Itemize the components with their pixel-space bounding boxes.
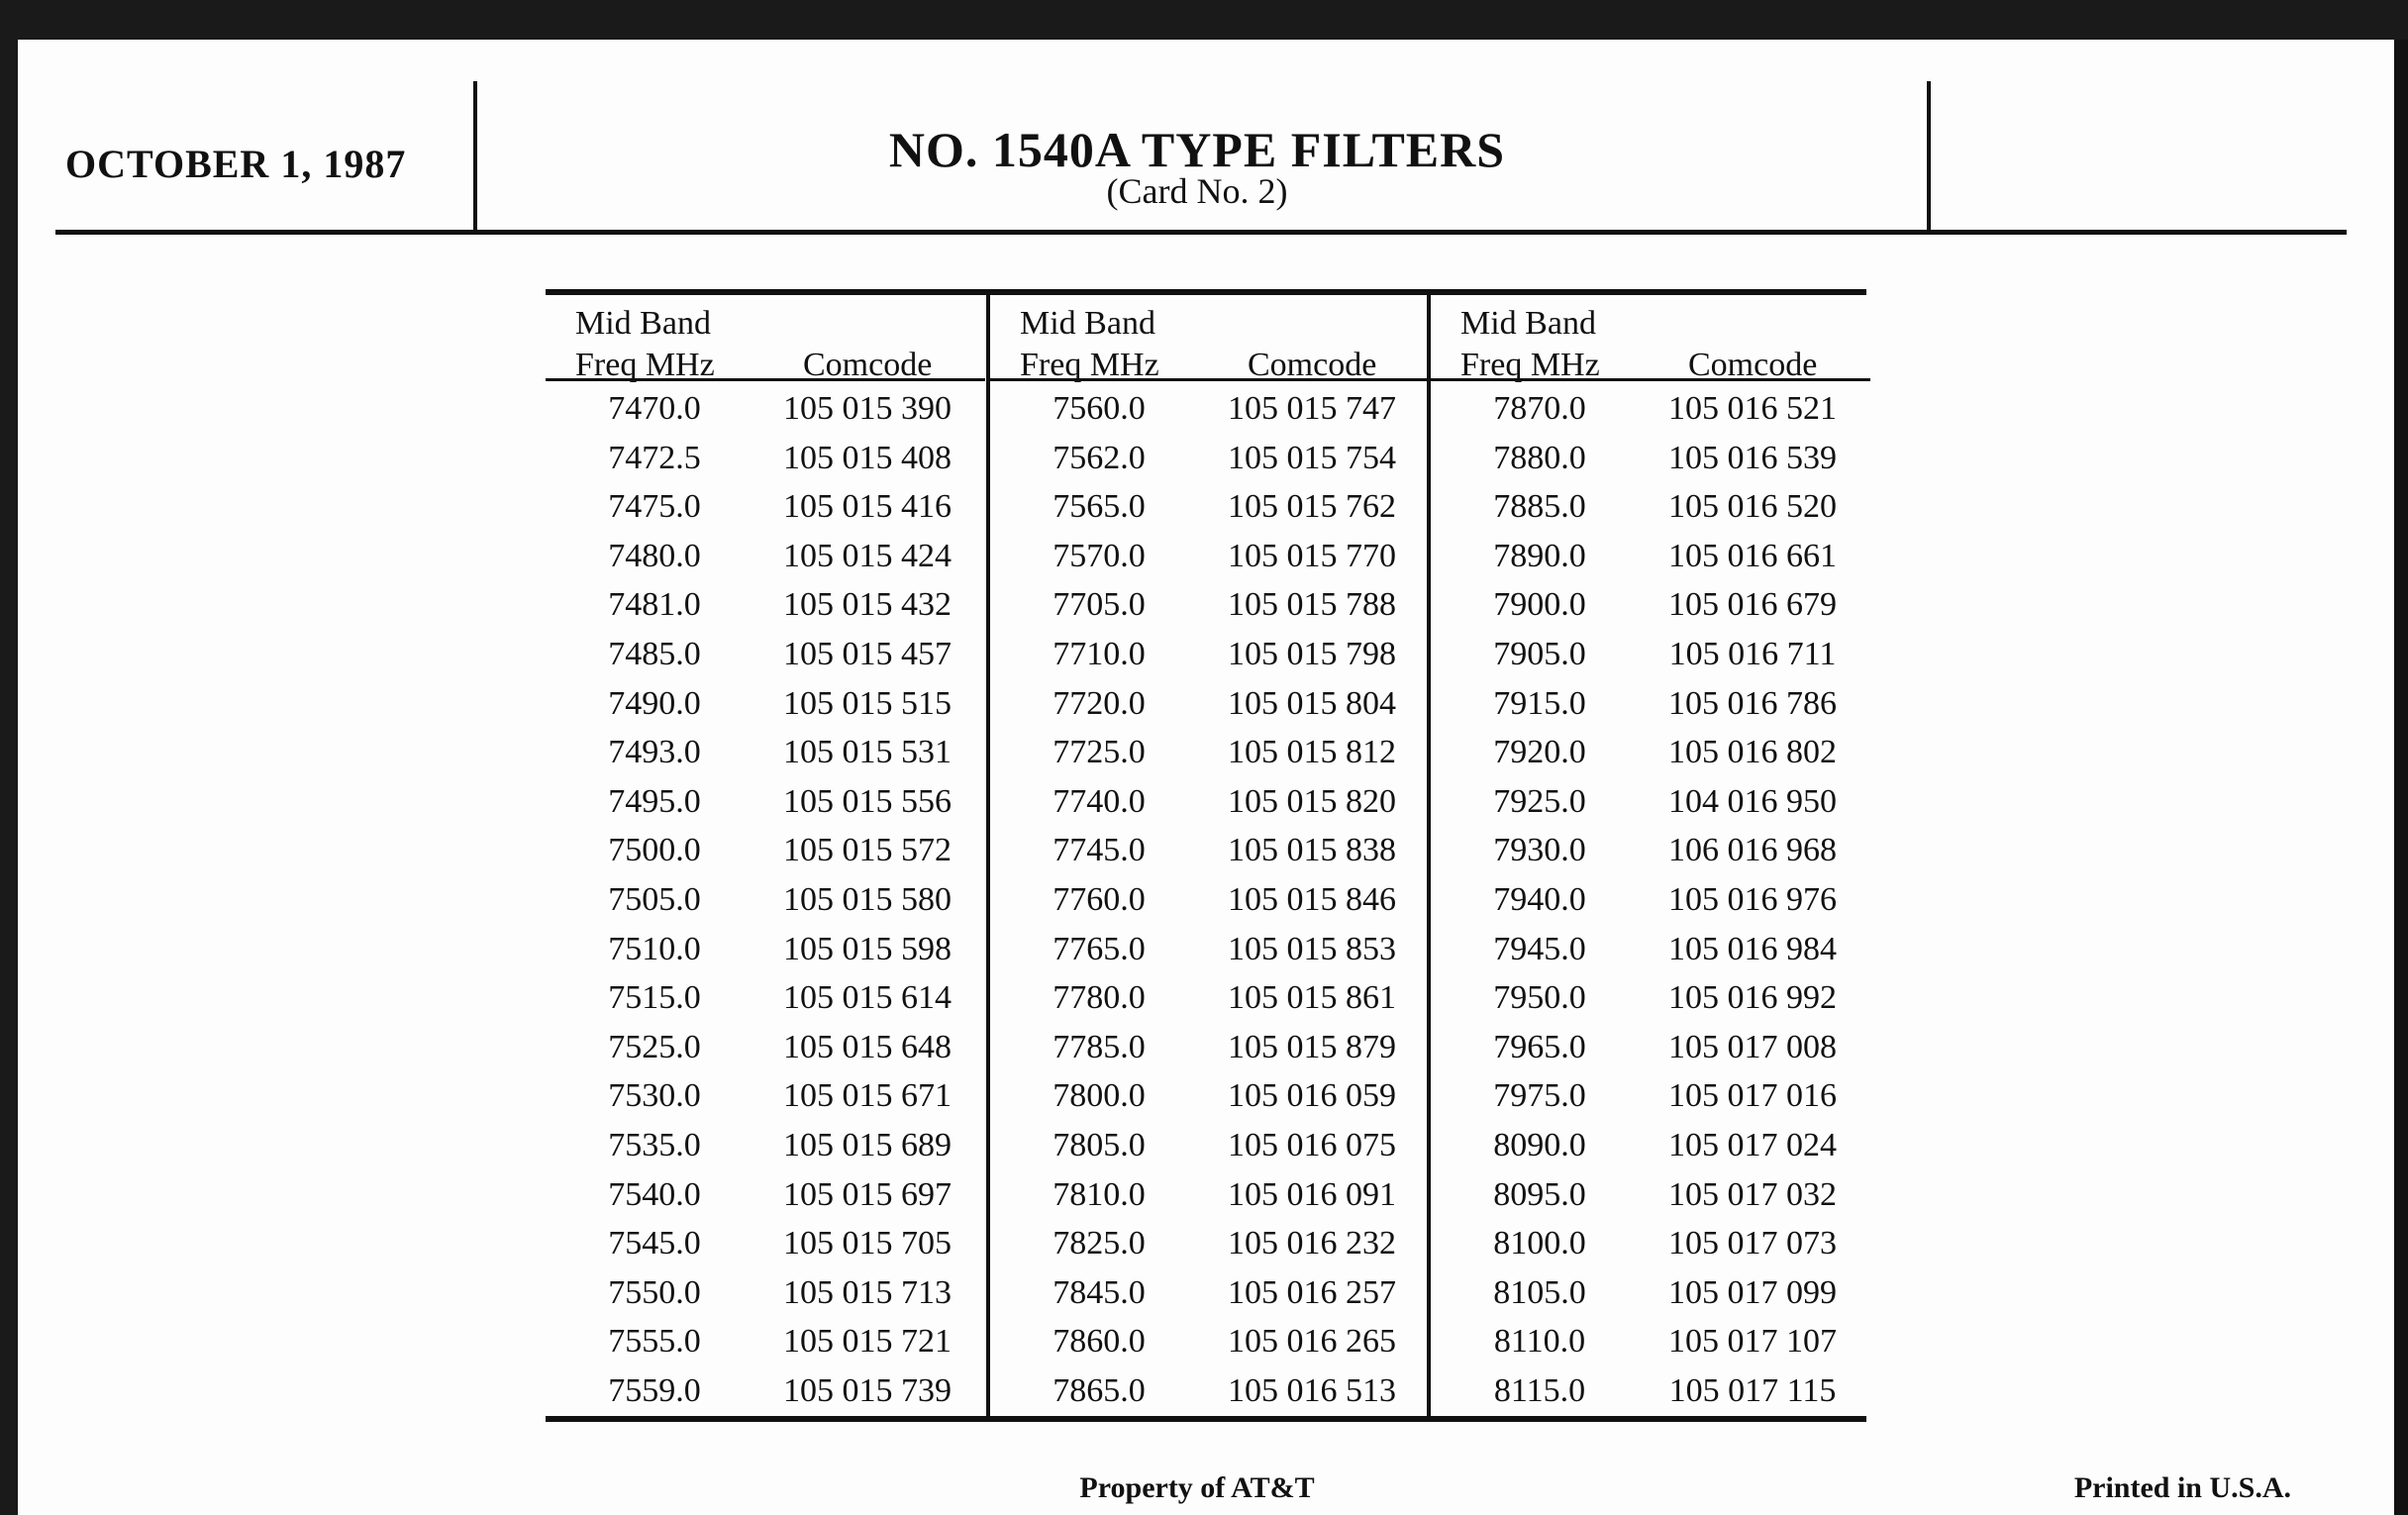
freq-cell: 7570.0	[1053, 537, 1146, 574]
freq-cell: 7480.0	[608, 537, 701, 574]
comcode-cell: 105 016 786	[1668, 684, 1837, 722]
table-row	[546, 931, 985, 980]
comcode-cell: 105 016 232	[1228, 1225, 1396, 1262]
freq-cell: 8110.0	[1493, 1323, 1586, 1361]
comcode-cell: 105 015 804	[1228, 684, 1396, 722]
comcode-cell: 105 015 705	[783, 1225, 952, 1262]
comcode-cell: 105 015 408	[783, 439, 952, 476]
comcode-cell: 105 015 721	[783, 1323, 952, 1361]
column-header	[546, 295, 985, 381]
table-row	[1431, 390, 1870, 440]
comcode-cell: 105 015 648	[783, 1028, 952, 1065]
comcode-cell: 105 015 739	[783, 1371, 952, 1409]
freq-cell: 7490.0	[608, 684, 701, 722]
table-row	[990, 538, 1430, 587]
comcode-cell: 105 016 513	[1228, 1371, 1396, 1409]
table-row	[990, 685, 1430, 735]
freq-cell: 7525.0	[608, 1028, 701, 1065]
table-row	[546, 636, 985, 685]
table-column-group	[1427, 295, 1870, 1416]
table-row	[546, 685, 985, 735]
comcode-cell: 105 017 032	[1668, 1175, 1837, 1213]
table-row	[546, 979, 985, 1029]
freq-cell: 7720.0	[1053, 684, 1146, 722]
freq-cell: 7865.0	[1053, 1371, 1146, 1409]
freq-header-line1: Mid Band	[1460, 305, 1596, 342]
card-edge	[2394, 40, 2408, 1515]
table-row	[990, 1127, 1430, 1176]
freq-cell: 7495.0	[608, 782, 701, 820]
comcode-header: Comcode	[803, 347, 933, 383]
table-row	[1431, 931, 1870, 980]
comcode-cell: 105 015 515	[783, 684, 952, 722]
freq-cell: 8100.0	[1493, 1225, 1586, 1262]
property-notice: Property of AT&T	[1079, 1471, 1315, 1504]
table-row	[546, 390, 985, 440]
comcode-cell: 105 015 846	[1228, 880, 1396, 918]
table-row	[990, 488, 1430, 538]
comcode-cell: 105 016 976	[1668, 880, 1837, 918]
freq-cell: 7945.0	[1493, 930, 1586, 967]
table-row	[546, 1127, 985, 1176]
table-row	[1431, 440, 1870, 489]
freq-cell: 7505.0	[608, 880, 701, 918]
table-row	[990, 636, 1430, 685]
freq-cell: 7915.0	[1493, 684, 1586, 722]
comcode-cell: 105 017 073	[1668, 1225, 1837, 1262]
freq-cell: 7940.0	[1493, 880, 1586, 918]
comcode-cell: 105 017 115	[1668, 1371, 1837, 1409]
table-row	[1431, 1372, 1870, 1422]
freq-header	[575, 303, 715, 386]
freq-cell: 7475.0	[608, 488, 701, 526]
comcode-cell: 105 015 531	[783, 734, 952, 771]
freq-cell: 7925.0	[1493, 782, 1586, 820]
comcode-cell: 105 016 520	[1668, 488, 1837, 526]
table-row	[1431, 1077, 1870, 1127]
freq-cell: 7760.0	[1053, 880, 1146, 918]
freq-cell: 7805.0	[1053, 1126, 1146, 1163]
comcode-header: Comcode	[1248, 347, 1377, 383]
table-row	[990, 1029, 1430, 1078]
freq-cell: 7860.0	[1053, 1323, 1146, 1361]
freq-cell: 7510.0	[608, 930, 701, 967]
comcode-cell: 105 017 016	[1668, 1077, 1837, 1115]
comcode-cell: 105 015 580	[783, 880, 952, 918]
comcode-cell: 105 016 521	[1668, 390, 1837, 427]
freq-cell: 7740.0	[1053, 782, 1146, 820]
card-date: OCTOBER 1, 1987	[65, 142, 407, 186]
freq-cell: 7745.0	[1053, 832, 1146, 869]
freq-cell: 7472.5	[608, 439, 701, 476]
table-row	[546, 734, 985, 783]
table-row	[546, 783, 985, 833]
freq-cell: 7825.0	[1053, 1225, 1146, 1262]
table-row	[990, 783, 1430, 833]
table-row	[546, 488, 985, 538]
freq-cell: 7565.0	[1053, 488, 1146, 526]
table-row	[546, 1029, 985, 1078]
table-row	[546, 1176, 985, 1226]
freq-cell: 7890.0	[1493, 537, 1586, 574]
comcode-cell: 105 017 107	[1668, 1323, 1837, 1361]
comcode-cell: 105 016 059	[1228, 1077, 1396, 1115]
comcode-cell: 105 015 457	[783, 635, 952, 672]
header-rule	[55, 230, 2347, 235]
table-row	[1431, 1029, 1870, 1078]
freq-cell: 7785.0	[1053, 1028, 1146, 1065]
freq-cell: 8095.0	[1493, 1175, 1586, 1213]
table-column-group	[546, 295, 985, 1416]
freq-header-line2: Freq MHz	[1460, 347, 1600, 383]
comcode-cell: 105 015 713	[783, 1273, 952, 1311]
comcode-cell: 105 016 265	[1228, 1323, 1396, 1361]
comcode-cell: 105 016 679	[1668, 586, 1837, 624]
table-row	[1431, 734, 1870, 783]
table-row	[546, 881, 985, 931]
comcode-cell: 105 015 697	[783, 1175, 952, 1213]
comcode-cell: 105 015 762	[1228, 488, 1396, 526]
freq-cell: 7965.0	[1493, 1028, 1586, 1065]
comcode-cell: 105 015 671	[783, 1077, 952, 1115]
freq-cell: 7930.0	[1493, 832, 1586, 869]
table-row	[1431, 783, 1870, 833]
freq-cell: 8090.0	[1493, 1126, 1586, 1163]
comcode-cell: 105 017 024	[1668, 1126, 1837, 1163]
comcode-cell: 105 015 838	[1228, 832, 1396, 869]
freq-cell: 7530.0	[608, 1077, 701, 1115]
table-row	[990, 1176, 1430, 1226]
freq-cell: 7493.0	[608, 734, 701, 771]
comcode-cell: 105 015 812	[1228, 734, 1396, 771]
comcode-cell: 105 016 091	[1228, 1175, 1396, 1213]
table-row	[1431, 636, 1870, 685]
freq-cell: 8115.0	[1493, 1371, 1586, 1409]
card-title: NO. 1540A TYPE FILTERS	[888, 122, 1506, 177]
comcode-cell: 105 015 861	[1228, 979, 1396, 1017]
freq-cell: 7485.0	[608, 635, 701, 672]
card-subtitle: (Card No. 2)	[1106, 171, 1288, 211]
table-row	[546, 1323, 985, 1372]
column-header	[1431, 295, 1870, 381]
freq-cell: 7880.0	[1493, 439, 1586, 476]
freq-header-line1: Mid Band	[575, 305, 711, 342]
freq-cell: 7870.0	[1493, 390, 1586, 427]
freq-header-line2: Freq MHz	[1020, 347, 1159, 383]
freq-cell: 7555.0	[608, 1323, 701, 1361]
comcode-cell: 105 015 424	[783, 537, 952, 574]
freq-cell: 7950.0	[1493, 979, 1586, 1017]
table-column-group	[986, 295, 1430, 1416]
table-row	[1431, 979, 1870, 1029]
comcode-cell: 105 015 754	[1228, 439, 1396, 476]
table-row	[990, 1372, 1430, 1422]
freq-cell: 7845.0	[1053, 1273, 1146, 1311]
comcode-cell: 105 016 257	[1228, 1273, 1396, 1311]
table-row	[546, 538, 985, 587]
table-row	[990, 1323, 1430, 1372]
freq-cell: 7780.0	[1053, 979, 1146, 1017]
freq-cell: 7765.0	[1053, 930, 1146, 967]
table-row	[546, 832, 985, 881]
table-row	[990, 1274, 1430, 1324]
freq-cell: 7885.0	[1493, 488, 1586, 526]
table-row	[546, 1372, 985, 1422]
comcode-cell: 105 016 802	[1668, 734, 1837, 771]
comcode-cell: 105 015 390	[783, 390, 952, 427]
table-row	[990, 734, 1430, 783]
table-row	[990, 832, 1430, 881]
table-row	[1431, 1127, 1870, 1176]
table-row	[1431, 586, 1870, 636]
freq-cell: 7705.0	[1053, 586, 1146, 624]
freq-cell: 7470.0	[608, 390, 701, 427]
table-row	[546, 1274, 985, 1324]
table-row	[1431, 1225, 1870, 1274]
freq-header-line1: Mid Band	[1020, 305, 1155, 342]
comcode-cell: 105 017 008	[1668, 1028, 1837, 1065]
freq-cell: 7535.0	[608, 1126, 701, 1163]
freq-header-line2: Freq MHz	[575, 347, 715, 383]
comcode-cell: 105 015 820	[1228, 782, 1396, 820]
freq-cell: 7920.0	[1493, 734, 1586, 771]
table-row	[1431, 538, 1870, 587]
freq-cell: 7800.0	[1053, 1077, 1146, 1115]
comcode-cell: 105 015 432	[783, 586, 952, 624]
comcode-cell: 105 016 992	[1668, 979, 1837, 1017]
freq-cell: 7710.0	[1053, 635, 1146, 672]
table-row	[990, 979, 1430, 1029]
comcode-cell: 105 015 598	[783, 930, 952, 967]
table-row	[990, 931, 1430, 980]
comcode-cell: 105 015 770	[1228, 537, 1396, 574]
freq-cell: 7562.0	[1053, 439, 1146, 476]
freq-cell: 7560.0	[1053, 390, 1146, 427]
table-row	[990, 1225, 1430, 1274]
comcode-cell: 105 015 689	[783, 1126, 952, 1163]
comcode-cell: 105 015 556	[783, 782, 952, 820]
freq-cell: 7550.0	[608, 1273, 701, 1311]
table-row	[990, 881, 1430, 931]
comcode-cell: 105 015 614	[783, 979, 952, 1017]
table-row	[546, 1225, 985, 1274]
table-row	[1431, 1323, 1870, 1372]
comcode-cell: 105 017 099	[1668, 1273, 1837, 1311]
comcode-cell: 105 015 416	[783, 488, 952, 526]
freq-cell: 7905.0	[1493, 635, 1586, 672]
comcode-cell: 105 016 661	[1668, 537, 1837, 574]
table-row	[1431, 488, 1870, 538]
comcode-cell: 105 016 539	[1668, 439, 1837, 476]
freq-cell: 7500.0	[608, 832, 701, 869]
freq-cell: 7545.0	[608, 1225, 701, 1262]
comcode-header: Comcode	[1688, 347, 1818, 383]
comcode-cell: 105 015 572	[783, 832, 952, 869]
table-row	[990, 586, 1430, 636]
printed-notice: Printed in U.S.A.	[2073, 1471, 2291, 1504]
freq-cell: 7900.0	[1493, 586, 1586, 624]
table-row	[990, 390, 1430, 440]
table-row	[546, 440, 985, 489]
freq-cell: 7540.0	[608, 1175, 701, 1213]
table-row	[990, 440, 1430, 489]
comcode-cell: 105 015 747	[1228, 390, 1396, 427]
freq-cell: 7481.0	[608, 586, 701, 624]
column-header	[990, 295, 1430, 381]
freq-cell: 7725.0	[1053, 734, 1146, 771]
table-row	[1431, 881, 1870, 931]
table-row	[1431, 1274, 1870, 1324]
comcode-cell: 105 015 853	[1228, 930, 1396, 967]
table-row	[1431, 685, 1870, 735]
freq-cell: 7515.0	[608, 979, 701, 1017]
freq-header	[1020, 303, 1159, 386]
table-row	[990, 1077, 1430, 1127]
comcode-cell: 105 016 984	[1668, 930, 1837, 967]
freq-cell: 8105.0	[1493, 1273, 1586, 1311]
comcode-cell: 105 016 711	[1668, 635, 1837, 672]
freq-cell: 7975.0	[1493, 1077, 1586, 1115]
comcode-cell: 105 015 879	[1228, 1028, 1396, 1065]
comcode-cell: 105 015 798	[1228, 635, 1396, 672]
table-row	[1431, 832, 1870, 881]
freq-cell: 7559.0	[608, 1371, 701, 1409]
comcode-cell: 104 016 950	[1668, 782, 1837, 820]
table-row	[1431, 1176, 1870, 1226]
freq-cell: 7810.0	[1053, 1175, 1146, 1213]
table-row	[546, 586, 985, 636]
comcode-cell: 105 015 788	[1228, 586, 1396, 624]
freq-header	[1460, 303, 1600, 386]
comcode-cell: 106 016 968	[1668, 832, 1837, 869]
comcode-cell: 105 016 075	[1228, 1126, 1396, 1163]
table-row	[546, 1077, 985, 1127]
